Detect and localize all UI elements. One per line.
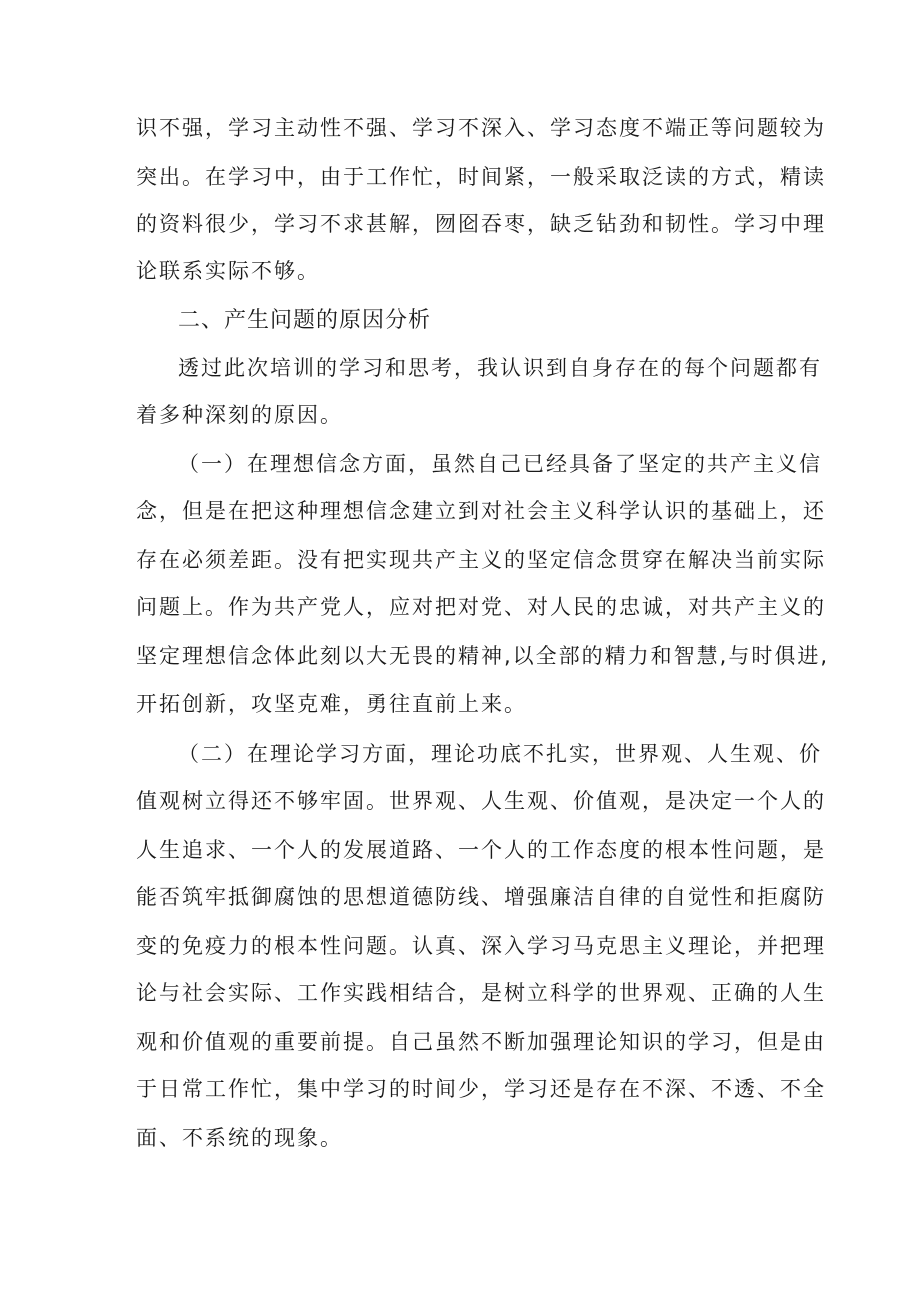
text-line: （一）在理想信念方面，虽然自己已经具备了坚定的共产主义信 [178, 452, 822, 476]
text-line: 识不强，学习主动性不强、学习不深入、学习态度不端正等问题较为 [136, 116, 826, 140]
text-line: 论联系实际不够。 [136, 259, 320, 283]
text-line: 透过此次培训的学习和思考，我认识到自身存在的每个问题都有 [178, 356, 822, 380]
text-line: 能否筑牢抵御腐蚀的思想道德防线、增强廉洁自律的自觉性和拒腐防 [136, 885, 826, 909]
text-line: 人生追求、一个人的发展道路、一个人的工作态度的根本性问题，是 [136, 838, 826, 862]
section-heading: 二、产生问题的原因分析 [178, 308, 432, 333]
text-line: 值观树立得还不够牢固。世界观、人生观、价值观，是决定一个人的 [136, 789, 826, 813]
text-line: 论与社会实际、工作实践相结合，是树立科学的世界观、正确的人生 [136, 981, 826, 1005]
text-line: 坚定理想信念体此刻以大无畏的精神,以全部的精力和智慧,与时俱进, [136, 644, 830, 668]
text-line: 面、不系统的现象。 [136, 1126, 343, 1150]
text-line: 存在必须差距。没有把实现共产主义的坚定信念贯穿在解决当前实际 [136, 548, 826, 572]
text-line: 的资料很少，学习不求甚解，囫囵吞枣，缺乏钻劲和韧性。学习中理 [136, 212, 826, 236]
text-line: 着多种深刻的原因。 [136, 403, 343, 427]
text-line: 开拓创新，攻坚克难，勇往直前上来。 [136, 692, 527, 716]
text-line: 变的免疫力的根本性问题。认真、深入学习马克思主义理论，并把理 [136, 934, 826, 958]
text-line: 于日常工作忙，集中学习的时间少，学习还是存在不深、不透、不全 [136, 1077, 826, 1101]
text-line: 突出。在学习中，由于工作忙，时间紧，一般采取泛读的方式，精读 [136, 165, 826, 189]
text-line: 念，但是在把这种理想信念建立到对社会主义科学认识的基础上，还 [136, 499, 826, 523]
text-line: （二）在理论学习方面，理论功底不扎实，世界观、人生观、价 [178, 742, 822, 766]
text-line: 观和价值观的重要前提。自己虽然不断加强理论知识的学习，但是由 [136, 1030, 826, 1054]
text-line: 问题上。作为共产党人，应对把对党、对人民的忠诚，对共产主义的 [136, 595, 826, 619]
